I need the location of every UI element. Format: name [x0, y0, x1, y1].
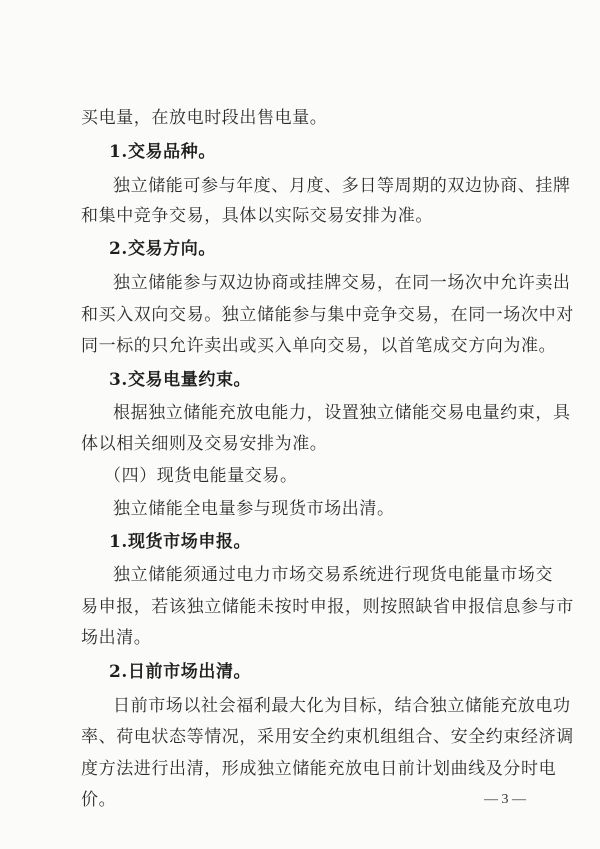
paragraph-line: 体以相关细则及交易安排为准。	[81, 434, 328, 454]
paragraph-line: 独立储能可参与年度、月度、多日等周期的双边协商、挂牌	[113, 176, 571, 196]
paragraph-line: 和买入双向交易。独立储能参与集中竞争交易，在同一场次中对	[81, 305, 574, 325]
section-heading-trading-varieties: 1.交易品种。	[109, 142, 216, 162]
section-heading-trading-direction: 2.交易方向。	[109, 239, 216, 259]
paragraph-line: 度方法进行出清，形成独立储能充放电日前计划曲线及分时电	[81, 759, 557, 779]
section-heading-day-ahead-clearing: 2.日前市场出清。	[109, 662, 252, 682]
paragraph-line: 和集中竞争交易，具体以实际交易安排为准。	[81, 206, 433, 226]
paragraph-line: 独立储能全电量参与现货市场出清。	[113, 499, 395, 519]
page-number: — 3 —	[484, 792, 526, 807]
paragraph-line: 买电量，在放电时段出售电量。	[81, 108, 328, 128]
subsection-heading-spot-trading: （四）现货电能量交易。	[104, 466, 298, 486]
paragraph-line: 日前市场以社会福利最大化为目标，结合独立储能充放电功	[113, 696, 571, 716]
paragraph-line: 根据独立储能充放电能力，设置独立储能交易电量约束，具	[113, 403, 571, 423]
section-heading-volume-constraint: 3.交易电量约束。	[109, 370, 252, 390]
paragraph-line: 率、荷电状态等情况，采用安全约束机组组合、安全约束经济调	[81, 727, 574, 747]
paragraph-line: 独立储能参与双边协商或挂牌交易，在同一场次中允许卖出	[113, 273, 571, 293]
paragraph-line: 同一标的只允许卖出或买入单向交易，以首笔成交方向为准。	[81, 336, 557, 356]
paragraph-line: 价。	[81, 790, 117, 810]
paragraph-line: 独立储能须通过电力市场交易系统进行现货电能量市场交	[113, 565, 553, 585]
section-heading-spot-declaration: 1.现货市场申报。	[109, 532, 252, 552]
paragraph-line: 易申报，若该独立储能未按时申报，则按照缺省申报信息参与市	[81, 597, 574, 617]
paragraph-line: 场出清。	[81, 628, 152, 648]
